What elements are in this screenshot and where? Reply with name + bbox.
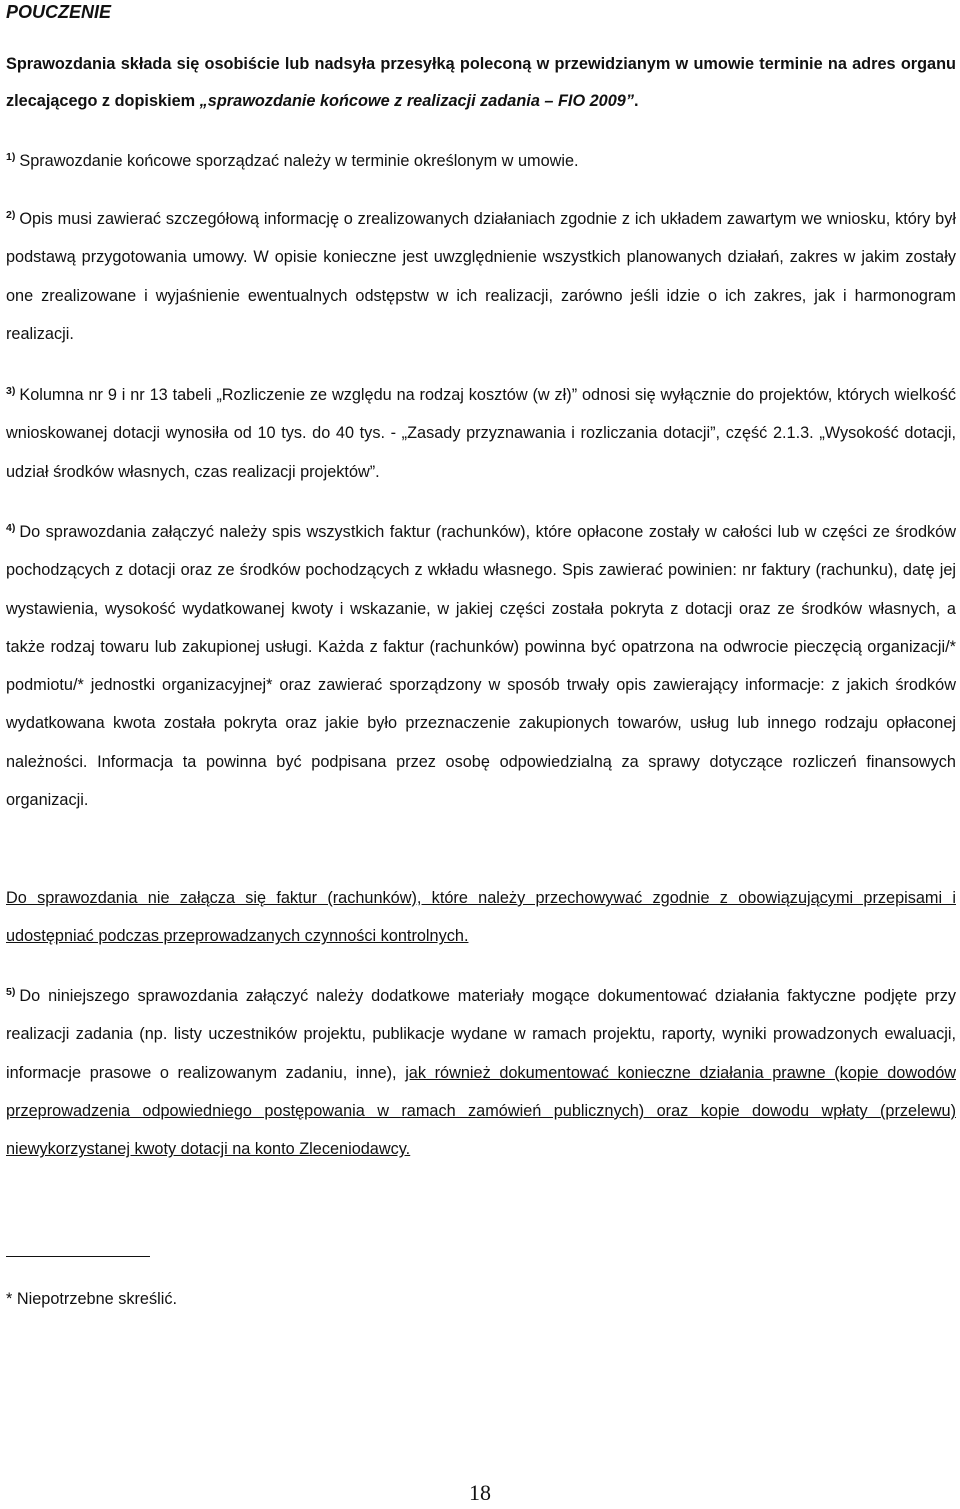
note-1-text: Sprawozdanie końcowe sporządzać należy w terminie określonym w umowie.: [19, 152, 579, 170]
footnote-separator: [6, 1256, 150, 1257]
note-5-text: Do niniejszego sprawozdania załączyć należy dodatkowe materiały mogące dokumentować działania faktyczne podjęte przy realizacji zadania (np. listy uczestników projektu, publikacje wydane w ramach projektu, raporty, wyniki prowadzonych ewaluacji, informacje prasowe o realizowanym zadaniu, inne),: [6, 987, 956, 1082]
document-title: POUCZENIE: [6, 2, 112, 22]
invoice-storage-text: Do sprawozdania nie załącza się faktur (rachunków), które należy przechowywać zgodnie z obowiązującymi przepisami i udostępniać podczas przeprowadzanych czynności kontrolnych.: [6, 889, 956, 946]
page-number: 18: [469, 1480, 491, 1505]
note-5: [6, 977, 956, 1168]
note-3-marker: 3): [6, 385, 16, 397]
note-5-marker: 5): [6, 986, 16, 998]
note-3: [6, 376, 956, 491]
note-4-marker: 4): [6, 522, 16, 534]
footnote: * Niepotrzebne skreślić.: [6, 1290, 178, 1308]
note-2-marker: 2): [6, 209, 16, 221]
intro-paragraph: [6, 46, 956, 120]
intro-italic-note: „sprawozdanie końcowe z realizacji zadania – FIO 2009”: [199, 92, 634, 110]
intro-end: .: [634, 92, 639, 110]
note-1-marker: 1): [6, 151, 16, 163]
note-2: [6, 200, 956, 353]
note-4-text: Do sprawozdania załączyć należy spis wszystkich faktur (rachunków), które opłacone zostały w całości lub w części ze środków pochodzących z dotacji oraz ze środków pochodzących z wkładu własnego. Spis zawierać powinien: nr faktury (rachunku), datę jej wystawienia, wysokość wydatkowanej kwoty i wskazanie, w jakiej części została pokryta z dotacji oraz ze środków własnych, a także rodzaj towaru lub zakupionej usługi. Każda z faktur (rachunków) powinna być opatrzona na odwrocie pieczęcią organizacji/* podmiotu/* jednostki organizacyjnej* oraz zawierać sporządzony w sposób trwały opis zawierający informacje: z jakich środków wydatkowana kwota została pokryta oraz jakie było przeznaczenie zakupionych towarów, usług lub innego rodzaju opłaconej należności. Informacja ta powinna być podpisana przez osobę odpowiedzialną za sprawy dotyczące rozliczeń finansowych organizacji.: [6, 523, 956, 810]
note-1: [6, 142, 956, 180]
note-2-text: Opis musi zawierać szczegółową informację o zrealizowanych działaniach zgodnie z ich układem zawartym we wniosku, który był podstawą przygotowania umowy. W opisie konieczne jest uwzględnienie wszystkich planowanych działań, zakres w jakim zostały one zrealizowane i wyjaśnienie ewentualnych odstępstw w ich realizacji, zarówno jeśli idzie o ich zakres, jak i harmonogram realizacji.: [6, 210, 956, 343]
note-3-text: Kolumna nr 9 i nr 13 tabeli „Rozliczenie ze względu na rodzaj kosztów (w zł)” odnosi się wyłącznie do projektów, których wielkość wnioskowanej dotacji wynosiła od 10 tys. do 40 tys. - „Zasady przyznawania i rozliczania dotacji”, część 2.1.3. „Wysokość dotacji, udział środków własnych, czas realizacji projektów”.: [6, 386, 956, 481]
note-5-underlined-text: jak również dokumentować konieczne działania prawne (kopie dowodów przeprowadzenia odpowiedniego postępowania w ramach zamówień publicznych) oraz kopie dowodu wpłaty (przelewu) niewykorzystanej kwoty dotacji na konto Zleceniodawcy.: [6, 1063, 957, 1159]
intro-text: Sprawozdania składa się osobiście lub nadsyła przesyłką poleconą w przewidzianym w umowie terminie na adres organu zlecającego z dopiskiem: [6, 55, 956, 110]
invoice-storage-note: [6, 879, 956, 956]
note-4: [6, 513, 956, 819]
